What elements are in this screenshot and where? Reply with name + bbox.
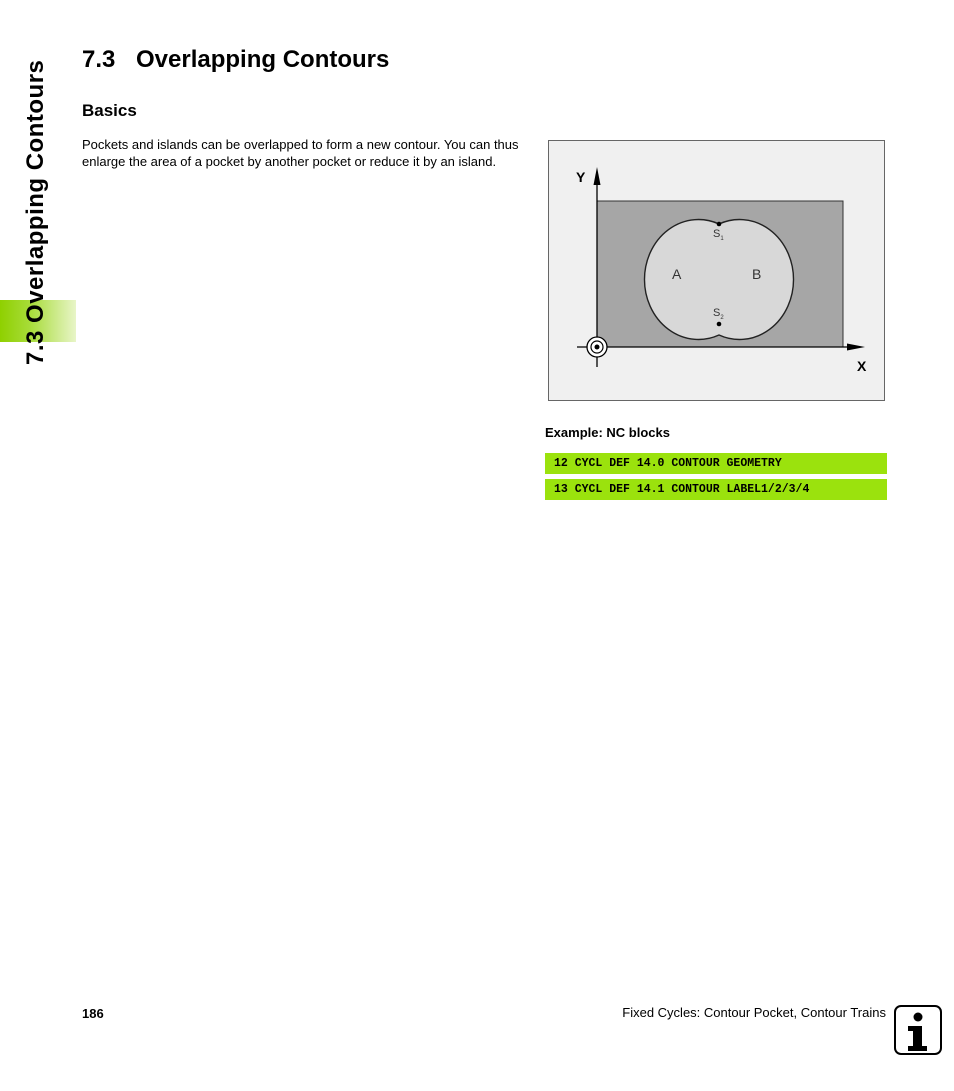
point-s2-label: $S_2$ [713,307,724,321]
nc-block: 12 CYCL DEF 14.0 CONTOUR GEOMETRY [545,453,887,474]
section-title: Basics [82,101,137,120]
y-axis-label: Y [576,169,586,185]
page-number: 186 [82,1006,104,1021]
info-icon [893,1004,943,1056]
chapter-number: 7.3 [82,46,116,73]
point-s1-label: $S_1$ [713,228,724,242]
x-axis-arrow-icon [847,344,865,351]
overlap-diagram [549,141,886,402]
chapter-title-text: Overlapping Contours [136,46,390,73]
label-b: B [752,266,762,282]
x-axis-label: X [857,358,867,374]
chapter-title [82,46,389,74]
overlap-figure [548,140,885,401]
point-s1-marker [717,222,722,227]
label-a: A [672,266,682,282]
origin-icon [587,337,607,357]
intro-paragraph: Pockets and islands can be overlapped to form a new contour. You can thus enlarge the area of a pocket by another pocket or reduce it by an island. [82,137,519,169]
nc-block: 13 CYCL DEF 14.1 CONTOUR LABEL1/2/3/4 [545,479,887,500]
side-chapter-title: 7.3 Overlapping Contours [22,59,49,365]
point-s2-marker [717,322,722,327]
footer-text: Fixed Cycles: Contour Pocket, Contour Trains [622,1005,886,1020]
example-label: Example: NC blocks [545,425,670,440]
y-axis-arrow-icon [594,167,601,185]
